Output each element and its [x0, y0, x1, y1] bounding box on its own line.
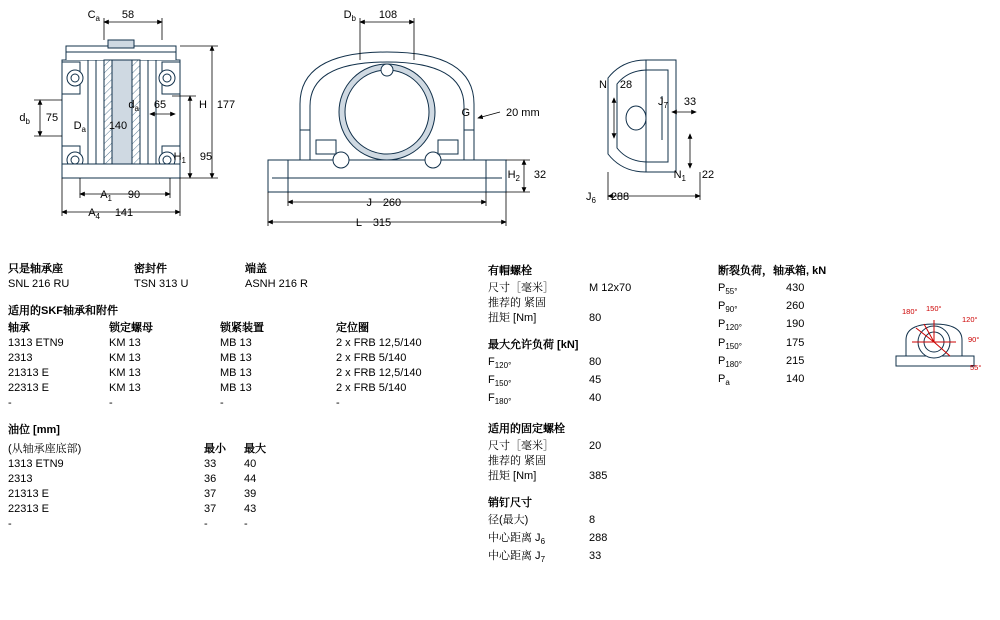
svg-text:L: L [355, 217, 362, 229]
cell: - [220, 397, 224, 409]
cell [589, 296, 637, 311]
fixing-bolts-table [488, 439, 613, 484]
svg-text:A4: $A_4$ [88, 207, 100, 221]
cell: KM 13 [109, 337, 141, 349]
symbol: F [488, 392, 495, 405]
pin-size-title: 销钉尺寸 [488, 496, 532, 509]
symbol: F [488, 356, 495, 368]
cell [488, 373, 589, 391]
cell: MB 13 [220, 382, 252, 394]
cell: 2 x FRB 12,5/140 [336, 337, 422, 349]
cell [589, 454, 613, 469]
table-row [8, 381, 428, 396]
svg-text:J6: $J_6$ [586, 191, 596, 205]
angle-120: 120° [962, 315, 978, 324]
svg-text:N: N [599, 79, 607, 91]
svg-text:Da: $D_a$ [73, 120, 86, 134]
table-row [8, 517, 272, 532]
cell: 2 x FRB 5/140 [336, 352, 407, 364]
cell: 扭矩 [Nm] [488, 469, 537, 482]
cell: 385 [589, 469, 608, 482]
cell: 44 [244, 473, 257, 485]
table-row [8, 366, 428, 381]
table-row [488, 281, 637, 296]
col-locknut: 锁定螺母 [109, 322, 153, 334]
svg-text:da: $d_a$ [128, 99, 139, 113]
angle-150: 150° [926, 304, 942, 313]
svg-text:108: 108 [378, 9, 398, 21]
table-row [488, 531, 613, 549]
bearings-table [8, 321, 428, 411]
table-row [8, 336, 428, 351]
svg-text:28: 28 [619, 79, 633, 91]
cell: - [109, 397, 113, 409]
col-lockwasher: 锁紧装置 [220, 322, 264, 334]
max-load-table [488, 355, 607, 410]
table-row [718, 354, 810, 372]
col-locating-ring: 定位圈 [336, 322, 369, 334]
cell: 8 [589, 513, 596, 526]
subscript: 150° [494, 379, 512, 389]
cell: 80 [589, 312, 602, 324]
cell: 20 [589, 439, 602, 452]
cell: 21313 E [8, 488, 49, 500]
housing-only-label: 只是轴承座 [8, 263, 63, 275]
table-row [488, 391, 607, 409]
max-load-title: 最大允许负荷 [kN] [488, 339, 579, 351]
cell: M 12x70 [589, 282, 632, 294]
cell: - [244, 518, 248, 530]
table-row [8, 487, 272, 502]
svg-text:32: 32 [533, 169, 547, 181]
cell: 扭矩 [Nm] [488, 312, 537, 324]
housing-only-value: SNL 216 RU [8, 278, 70, 290]
svg-text:J: J [366, 197, 372, 209]
cell: 175 [786, 336, 805, 349]
svg-text:N1: $N_1$ [673, 169, 686, 183]
table-row [718, 281, 810, 299]
table-row [488, 513, 613, 531]
cell: 22313 E [8, 503, 49, 515]
table-row [718, 336, 810, 354]
cap-bolts-title: 有帽螺栓 [488, 265, 532, 277]
cell: 2 x FRB 5/140 [336, 382, 407, 394]
svg-text:65: 65 [153, 99, 167, 111]
cell: $P_{55^\circ}$ [718, 282, 738, 297]
table-row [8, 457, 272, 472]
cell: 推荐的 紧固 [488, 297, 547, 309]
cell: 40 [244, 458, 257, 470]
cell: KM 13 [109, 382, 141, 394]
oil-section-subtitle: (从轴承座底部) [8, 443, 82, 455]
svg-text:J7: $J_7$ [658, 96, 668, 110]
cell: 尺寸［毫米］ [488, 282, 554, 294]
table-row [488, 373, 607, 391]
breaking-load-title: 断裂负荷，轴承箱, kN [718, 265, 827, 277]
cell: $P_{120^\circ}$ [718, 318, 742, 333]
cell: 尺寸［毫米］ [488, 439, 554, 452]
svg-text:58: 58 [121, 9, 135, 21]
svg-text:H: H [199, 99, 207, 111]
header-table [8, 262, 314, 292]
pin-size-table [488, 513, 613, 568]
cell: 190 [786, 318, 805, 331]
svg-text:A1: $A_1$ [100, 189, 112, 203]
cell: 215 [786, 354, 805, 367]
svg-text:H2: $H_2$ [507, 169, 520, 183]
cell: 36 [204, 473, 217, 485]
cell: 2 x FRB 12,5/140 [336, 367, 422, 379]
cell: 2313 [8, 352, 33, 364]
cell: 1313 ETN9 [8, 458, 64, 470]
cell: 33 [589, 549, 602, 562]
cell: 40 [589, 392, 602, 405]
symbol: F [488, 374, 495, 387]
cell: MB 13 [220, 352, 252, 364]
seal-value: TSN 313 U [134, 278, 189, 290]
fixing-bolts-title: 适用的固定螺栓 [488, 422, 565, 435]
seal-label: 密封件 [134, 263, 167, 275]
cell: 22313 E [8, 382, 49, 394]
cell: 37 [204, 503, 217, 515]
cell: MB 13 [220, 337, 252, 349]
cap-bolts-table [488, 281, 637, 326]
left-column [8, 262, 468, 532]
cell: - [336, 397, 340, 409]
col-min: 最小 [204, 443, 226, 455]
svg-text:db: $d_b$ [19, 112, 30, 126]
angle-90: 90° [968, 335, 980, 344]
col-bearing: 轴承 [8, 322, 30, 334]
svg-text:Db: $D_b$ [343, 9, 356, 23]
table-row [488, 549, 613, 567]
cell: 288 [589, 531, 608, 544]
svg-text:177: 177 [216, 99, 236, 111]
subscript: 180° [494, 397, 512, 407]
svg-text:G: G [461, 107, 470, 119]
cell: MB 13 [220, 367, 252, 379]
cell: 2313 [8, 473, 33, 485]
end-cover-label: 端盖 [245, 263, 267, 275]
svg-text:22: 22 [701, 169, 715, 181]
table-row [488, 454, 613, 469]
svg-text:75: 75 [45, 112, 59, 124]
oil-section-title: 油位 [mm] [8, 424, 60, 436]
table-row [8, 502, 272, 517]
table-row [718, 372, 810, 390]
table-row [8, 396, 428, 411]
angle-180: 180° [902, 307, 918, 316]
table-row [488, 439, 613, 454]
svg-text:141: 141 [114, 207, 134, 219]
cell: KM 13 [109, 352, 141, 364]
cell: $P_{90^\circ}$ [718, 300, 738, 315]
col-max: 最大 [244, 443, 266, 455]
cell: - [204, 518, 208, 530]
cell: 43 [244, 503, 257, 515]
cell: 中心距离 $J_7$ [488, 549, 546, 565]
table-row [718, 299, 810, 317]
cell: 中心距离 $J_6$ [488, 531, 546, 546]
svg-text:140: 140 [108, 120, 128, 132]
drawing-svg [0, 0, 1000, 245]
cell: $P_{150^\circ}$ [718, 336, 742, 351]
table-row [488, 296, 637, 311]
svg-text:288: 288 [610, 191, 630, 203]
subscript: 120° [494, 361, 512, 371]
table-row [488, 311, 637, 326]
detail-view [608, 60, 676, 172]
middle-column [488, 262, 708, 567]
angle-55: 55° [970, 363, 982, 372]
table-row [8, 351, 428, 366]
cell: 140 [786, 372, 805, 385]
table-row [718, 317, 810, 335]
cell: 推荐的 紧固 [488, 454, 547, 467]
right-column [718, 262, 988, 390]
table-row [488, 469, 613, 484]
svg-text:90: 90 [127, 189, 141, 201]
breaking-load-table [718, 281, 810, 390]
svg-text:33: 33 [683, 96, 697, 108]
cell [488, 355, 589, 373]
table-header-row [8, 321, 428, 336]
cell: 21313 E [8, 367, 49, 379]
svg-text:95: 95 [199, 151, 213, 163]
technical-drawings [0, 0, 1000, 240]
svg-text:Ca: $C_a$ [87, 9, 100, 23]
cell: 径(最大) [488, 513, 529, 526]
cell [488, 391, 589, 409]
table-row [8, 472, 272, 487]
cell: 1313 ETN9 [8, 337, 64, 349]
cell: $P_a$ [718, 372, 730, 388]
table-row [488, 355, 607, 373]
cell: 80 [589, 356, 602, 368]
cell: - [8, 397, 12, 409]
svg-text:260: 260 [382, 197, 402, 209]
cell: 430 [786, 282, 805, 294]
cell: 39 [244, 488, 257, 500]
svg-text:315: 315 [372, 217, 392, 229]
cell: KM 13 [109, 367, 141, 379]
cell: - [8, 518, 12, 530]
cell: 37 [204, 488, 217, 500]
cell: 45 [589, 374, 602, 387]
cell: 260 [786, 300, 805, 313]
side-view [268, 48, 506, 192]
cell: $P_{180^\circ}$ [718, 354, 742, 369]
svg-text:H1: $H_1$ [173, 151, 186, 165]
end-cover-value: ASNH 216 R [245, 278, 308, 290]
svg-text:20 mm: 20 mm [506, 107, 540, 119]
bearings-section-title: 适用的SKF轴承和附件 [8, 305, 118, 317]
cell: 33 [204, 458, 217, 470]
